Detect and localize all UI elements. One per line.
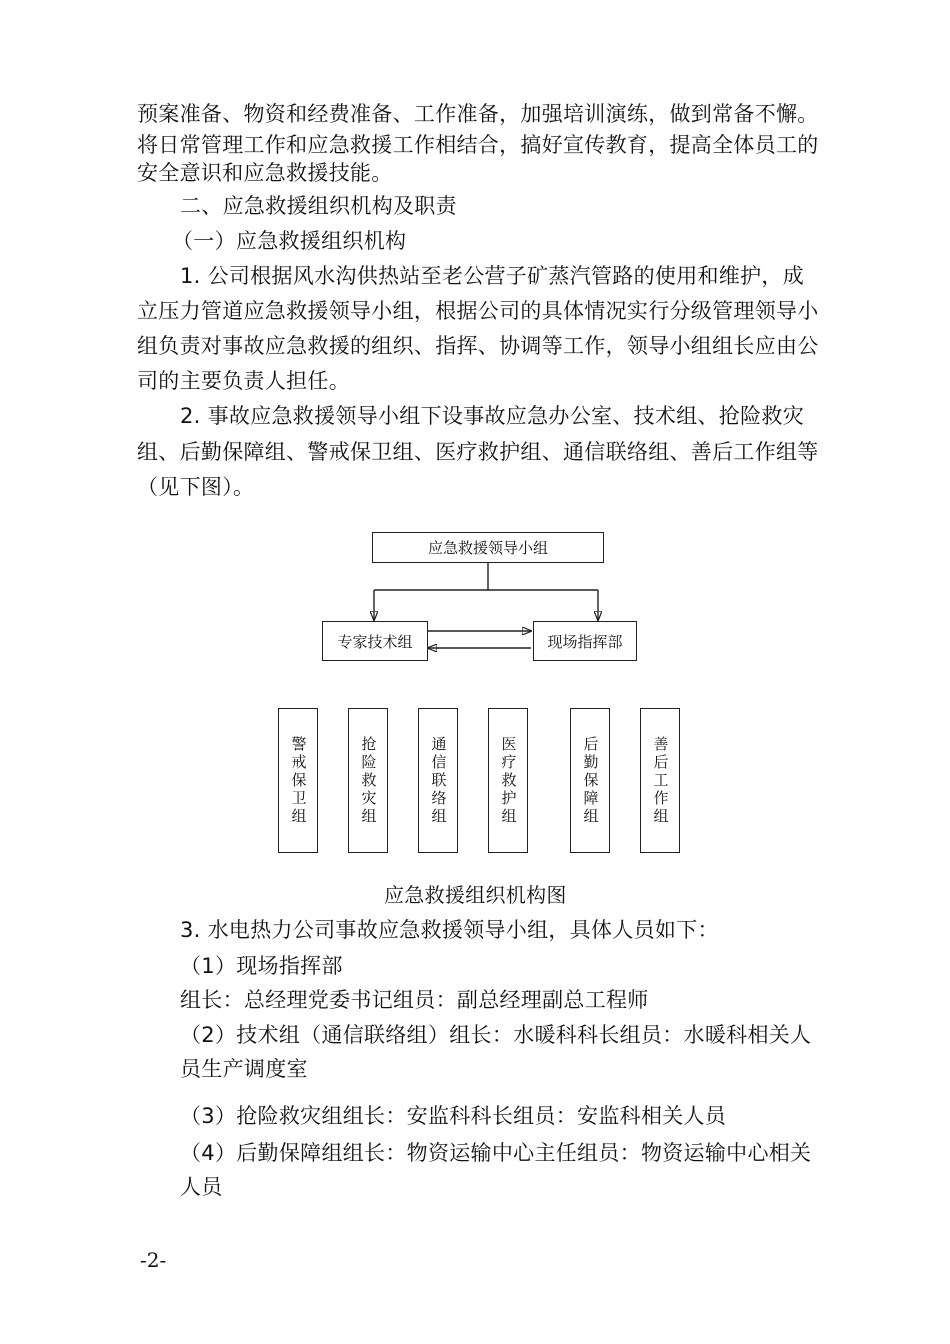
item2-line-1: 2. 事故应急救援领导小组下设事故应急办公室、技术组、抢险救灾 [180, 404, 805, 428]
box-medical-group: 医疗救护组 [488, 708, 528, 853]
item1-line-2: 立压力管道应急救援领导小组，根据公司的具体情况实行分级管理领导小 [137, 299, 819, 323]
box-aftermath-group: 善后工作组 [640, 708, 680, 853]
staff-group4-line-1: （4）后勤保障组组长：物资运输中心主任组员：物资运输中心相关 [180, 1141, 812, 1165]
box-expert-tech-group: 专家技术组 [322, 621, 428, 661]
box-logistics-group: 后勤保障组 [570, 708, 610, 853]
intro-line-2: 将日常管理工作和应急救援工作相结合，搞好宣传教育，提高全体员工的 [137, 133, 819, 157]
box-communication-group: 通信联络组 [418, 708, 458, 853]
item1-line-1: 1. 公司根据风水沟供热站至老公营子矿蒸汽管路的使用和维护，成 [180, 264, 805, 288]
box-rescue-group: 抢险救灾组 [348, 708, 388, 853]
box-site-command: 现场指挥部 [533, 621, 637, 661]
subsection-title: （一）应急救援组织机构 [172, 229, 407, 253]
item1-line-3: 组负责对事故应急救援的组织、指挥、协调等工作，领导小组组长应由公 [137, 334, 819, 358]
intro-line-3: 安全意识和应急救援技能。 [137, 161, 393, 185]
item1-line-4: 司的主要负责人担任。 [137, 369, 350, 393]
staff-group1-detail: 组长：总经理党委书记组员：副总经理副总工程师 [180, 988, 649, 1012]
staff-group2-line-1: （2）技术组（通信联络组）组长：水暖科科长组员：水暖科相关人 [180, 1023, 812, 1047]
staff-group1-title: （1）现场指挥部 [180, 954, 343, 978]
box-leadership-group: 应急救援领导小组 [372, 532, 604, 563]
page-number: -2- [140, 1248, 167, 1272]
item2-line-3: （见下图）。 [137, 475, 255, 499]
staff-group2-line-2: 员生产调度室 [180, 1057, 308, 1081]
box-guard-group: 警戒保卫组 [278, 708, 318, 853]
section-title: 二、应急救援组织机构及职责 [180, 194, 457, 218]
item2-line-2: 组、后勤保障组、警戒保卫组、医疗救护组、通信联络组、善后工作组等 [137, 440, 819, 464]
intro-line-1: 预案准备、物资和经费准备、工作准备，加强培训演练，做到常备不懈。 [137, 102, 819, 126]
staff-group3: （3）抢险救灾组组长：安监科科长组员：安监科相关人员 [180, 1104, 727, 1128]
staff-intro: 3. 水电热力公司事故应急救援领导小组，具体人员如下： [180, 918, 719, 942]
diagram-caption: 应急救援组织机构图 [384, 883, 567, 907]
staff-group4-line-2: 人员 [180, 1175, 223, 1199]
